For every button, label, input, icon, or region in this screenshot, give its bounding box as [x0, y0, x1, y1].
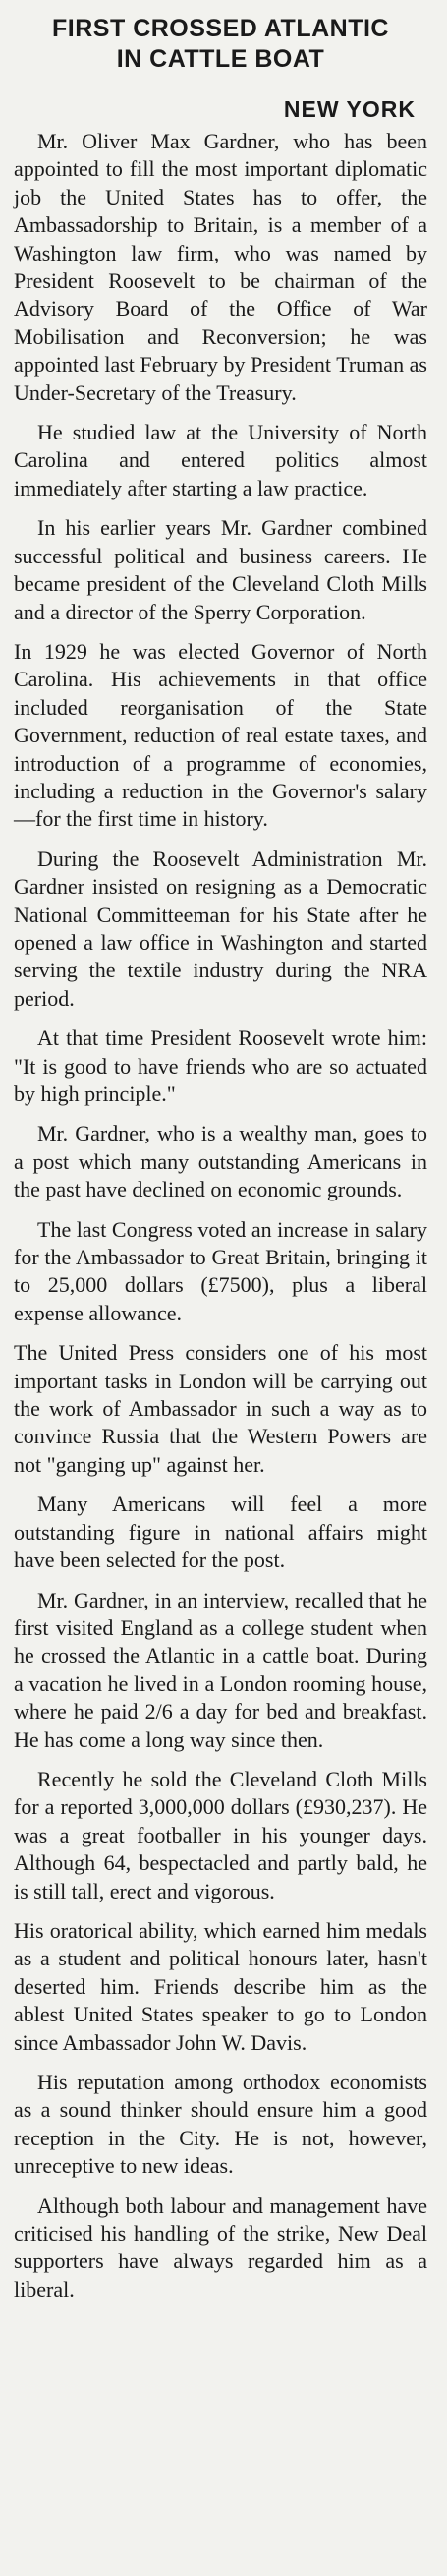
paragraph-9: The United Press considers one of his most important tasks in London will be carrying out the work of Ambassador in such a way as to convince Russia that the Western Powers are not "ganging up" against her.	[14, 1340, 427, 1477]
paragraph-10: Many Americans will feel a more outstanding figure in national affairs might have been selected for the post.	[14, 1492, 427, 1573]
paragraph-3: In his earlier years Mr. Gardner combined successful political and business careers. He became president of the Cleveland Cloth Mills and a director of the Sperry Corporation.	[14, 515, 427, 624]
dateline: NEW YORK	[283, 96, 416, 122]
paragraph-7: Mr. Gardner, who is a wealthy man, goes to a post which many outstanding Americans in the past have declined on economic grounds.	[14, 1121, 427, 1202]
paragraph-12: Recently he sold the Cleveland Cloth Mills for a reported 3,000,000 dollars (£930,237). He was a great footballer in his younger days. Although 64, bespectacled and partly bald, he is still tall, erect and vigorous.	[14, 1766, 427, 1903]
paragraph-5: During the Roosevelt Administration Mr. Gardner insisted on resigning as a Democratic National Committeeman for his State after he opened a law office in Washington and started serving the textile industry during the NRA period.	[14, 846, 427, 1011]
paragraph-1: Mr. Oliver Max Gardner, who has been appointed to fill the most important diplomatic job the United States has to offer, the Ambassadorship to Britain, is a member of a Washington law firm, who was named by President Roosevelt to be chairman of the Advisory Board of the Office of War Mobilisation and Reconversion; he was appointed last February by President Truman as Under-Secretary of the Treasury.	[14, 129, 427, 405]
paragraph-8: The last Congress voted an increase in salary for the Ambassador to Great Britain, bringing it to 25,000 dollars (£7500), plus a liberal expense allowance.	[14, 1216, 427, 1325]
paragraph-15: Although both labour and management have criticised his handling of the strike, New Deal supporters have always regarded him as a liberal.	[14, 2193, 427, 2302]
paragraph-4: In 1929 he was elected Governor of North Carolina. His achievements in that office included reorganisation of the State Government, reduction of real estate taxes, and introduction of a programme of economies, including a reduction in the Governor's salary—for the first time in history.	[14, 638, 427, 832]
headline-line-1: FIRST CROSSED ATLANTIC	[52, 15, 389, 42]
paragraph-6: At that time President Roosevelt wrote him: "It is good to have friends who are so actuated by high principle."	[14, 1025, 427, 1106]
headline-line-2: IN CATTLE BOAT	[116, 45, 325, 73]
paragraph-11: Mr. Gardner, in an interview, recalled that he first visited England as a college student when he crossed the Atlantic in a cattle boat. During a vacation he lived in a London rooming house, where he paid 2/6 a day for bed and breakfast. He has come a long way since then.	[14, 1587, 427, 1752]
paragraph-13: His oratorical ability, which earned him medals as a student and political honours later, hasn't deserted him. Friends describe him as the ablest United States speaker to go to London since Ambassador John W. Davis.	[14, 1917, 427, 2055]
paragraph-2: He studied law at the University of North Carolina and entered politics almost immediately after starting a law practice.	[14, 420, 427, 500]
headline	[14, 14, 427, 75]
article-body	[14, 128, 427, 2304]
paragraph-14: His reputation among orthodox economists as a sound thinker should ensure him a good reception in the City. He is not, however, unreceptive to new ideas.	[14, 2070, 427, 2179]
